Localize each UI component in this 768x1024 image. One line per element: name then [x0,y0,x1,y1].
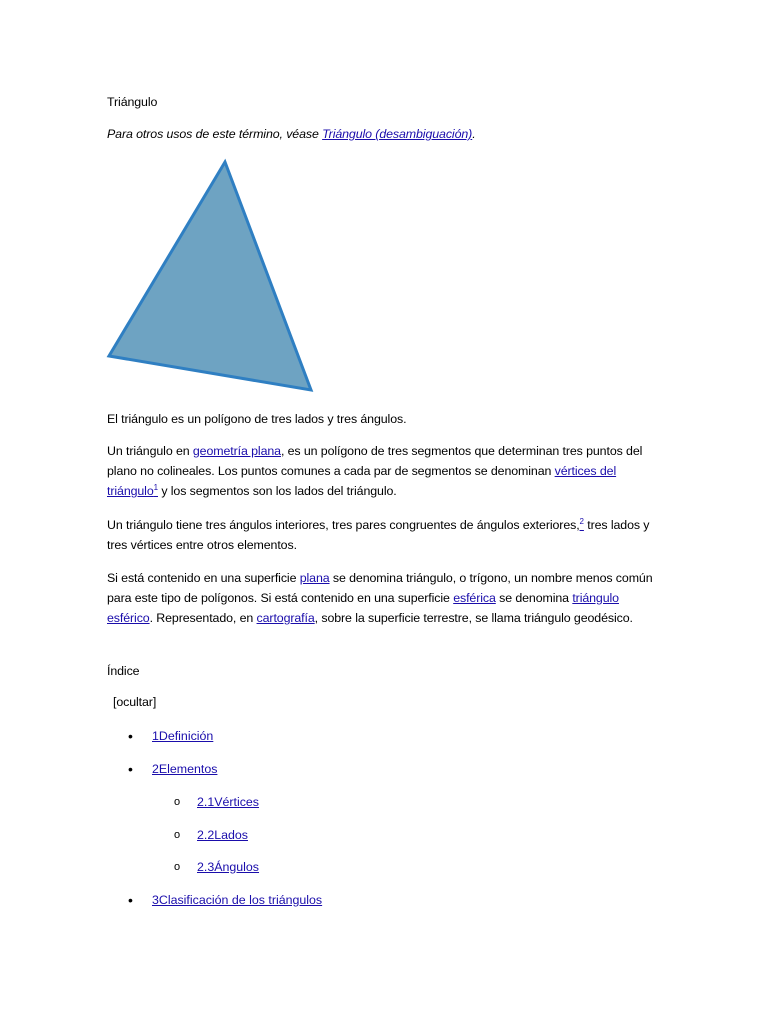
index-heading: Índice [107,664,140,678]
triangle-figure [104,158,318,396]
triangle-illustration [104,158,318,396]
sub-bullet-marker: o [174,829,181,841]
surface-paragraph [107,568,655,628]
link-esferica[interactable]: esférica [453,591,496,605]
link-text: vértices del triángulo [107,464,617,498]
text-run: tres lados y tres vértices entre otros elementos. [107,518,650,552]
link-plana[interactable]: plana [299,571,330,585]
bullet-marker: • [128,728,133,744]
text-run: y los segmentos son los lados del triángulo. [158,484,397,498]
page-title: Triángulo [107,95,158,109]
toc-item-definicion[interactable]: 1Definición [152,729,214,743]
bullet-marker: • [128,761,133,777]
intro-paragraph: El triángulo es un polígono de tres lados y tres ángulos. [107,412,407,426]
toc-item-vertices[interactable]: 2.1Vértices [197,795,259,809]
disambiguation-note [107,124,476,144]
definition-paragraph [107,441,655,501]
toc-item-elementos[interactable]: 2Elementos [152,762,218,776]
text-run: Un triángulo en [107,444,193,458]
disambiguation-suffix: . [472,127,476,141]
link-geometria-plana[interactable]: geometría plana [192,444,281,458]
link-cartografia[interactable]: cartografía [256,611,315,625]
toc-item-lados[interactable]: 2.2Lados [197,828,248,842]
text-run: Si está contenido en una superficie [107,571,300,585]
elements-paragraph [107,515,655,555]
toc-item-clasificacion[interactable]: 3Clasificación de los triángulos [152,893,323,907]
text-run: , es un polígono de tres segmentos que determinan tres puntos del plano no colineales. Los puntos comunes a cada par de segmentos se denominan [107,444,643,478]
disambiguation-prefix: Para otros usos de este término, véase [107,127,323,141]
reference-2-label: 2 [579,516,584,526]
index-toggle[interactable]: [ocultar] [113,695,157,709]
text-run: se denomina triángulo, o trígono, un nombre menos común para este tipo de polígonos. Si está contenido en una superficie [107,571,653,605]
text-run: Un triángulo tiene tres ángulos interiores, tres pares congruentes de ángulos exteriores, [107,518,580,532]
text-run: . Representado, en [149,611,257,625]
toc-item-angulos[interactable]: 2.3Ángulos [197,860,260,874]
disambiguation-link[interactable]: Triángulo (desambiguación) [322,127,473,141]
reference-1[interactable]: 1 [153,482,158,492]
bullet-marker: • [128,892,133,908]
text-run: , sobre la superficie terrestre, se llama triángulo geodésico. [314,611,633,625]
sub-bullet-marker: o [174,861,181,873]
link-triangulo-esferico[interactable]: triángulo esférico [107,591,619,625]
triangle-shape [109,162,311,390]
sub-bullet-marker: o [174,796,181,808]
text-run: se denomina [495,591,573,605]
